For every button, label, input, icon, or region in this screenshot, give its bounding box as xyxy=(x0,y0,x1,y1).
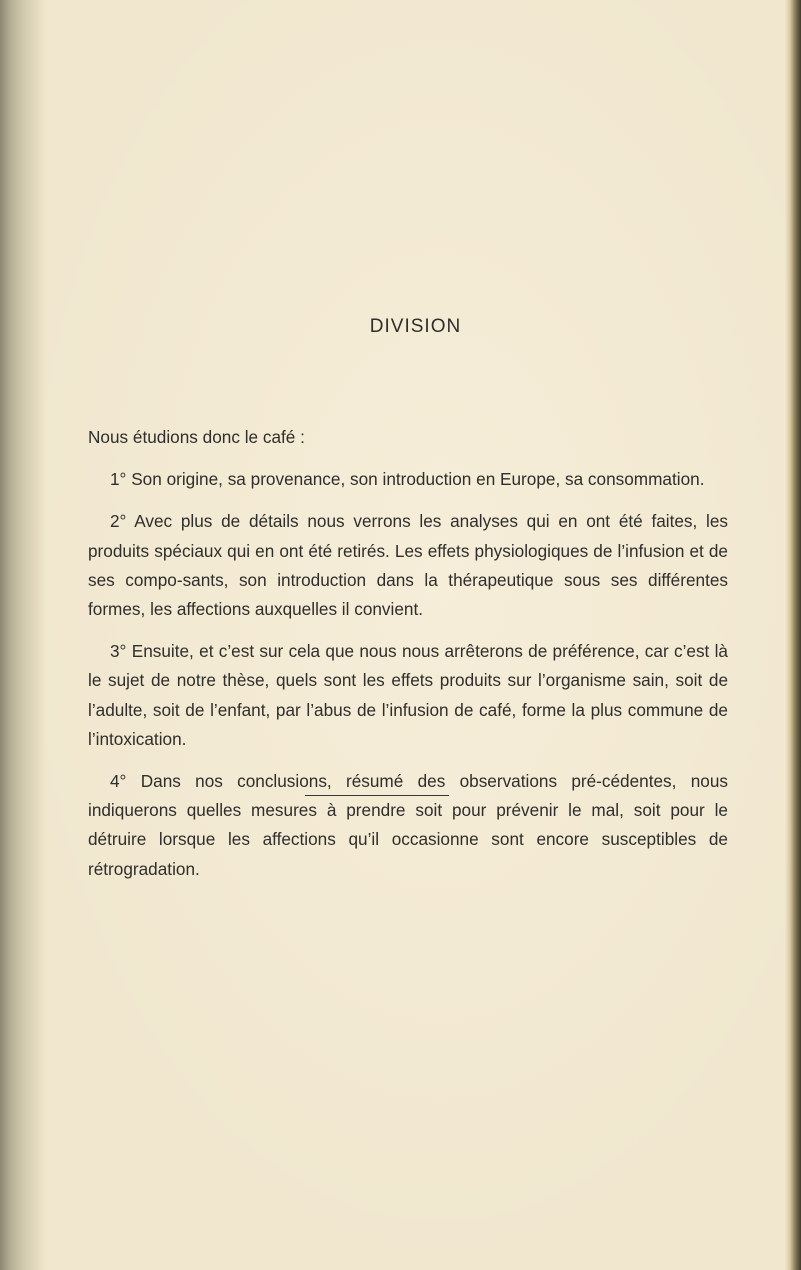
binding-gutter xyxy=(0,0,46,1270)
paragraph-3: 3° Ensuite, et c’est sur cela que nous nous arrêterons de préférence, car c’est là le sujet de notre thèse, quels sont les effets produits sur l’organisme sain, soit de l’adulte, soit de l’enfant, par l’abus de l’infusion de café, forme la plus commune de l’intoxication. xyxy=(88,641,728,749)
intro-paragraph: Nous étudions donc le café : xyxy=(88,427,305,447)
end-rule xyxy=(305,795,449,796)
paragraph-4: 4° Dans nos conclusions, résumé des observations pré-cédentes, nous indiquerons quelles mesures à prendre soit pour prévenir le mal, soit pour le détruire lorsque les affections qu’il occasionne sont encore susceptibles de rétrogradation. xyxy=(88,771,728,879)
paragraph-2: 2° Avec plus de détails nous verrons les analyses qui en ont été faites, les produits spéciaux qui en ont été retirés. Les effets physiologiques de l’infusion et de ses compo-sants, son introduction dans la thérapeutique sous ses différentes formes, les affections auxquelles il convient. xyxy=(88,511,728,620)
paragraph-1: 1° Son origine, sa provenance, son introduction en Europe, sa consommation. xyxy=(110,469,705,490)
body-text xyxy=(88,423,728,897)
page-edge xyxy=(785,0,801,1270)
section-heading: DIVISION xyxy=(369,316,462,337)
